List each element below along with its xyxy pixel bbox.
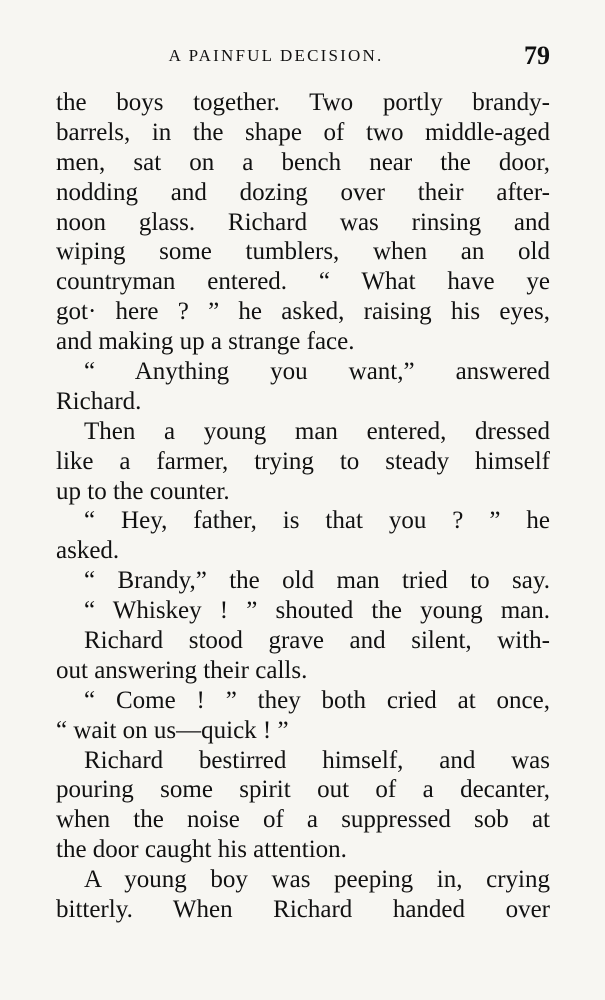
text-line: out answering their calls. (56, 656, 308, 684)
text-line: men, sat on a bench near the door, (56, 148, 550, 176)
text-line: Richard stood grave and silent, with- (84, 627, 550, 655)
text-line: bitterly. When Richard handed over (56, 896, 550, 924)
text-line: got· here ? ” he asked, raising his eyes, (56, 298, 550, 326)
text-line: the boys together. Two portly brandy- (56, 89, 550, 116)
text-line: and making up a strange face. (56, 328, 355, 356)
text-line: asked. (56, 537, 120, 565)
text-line: up to the counter. (56, 477, 230, 505)
body-text (56, 88, 550, 925)
text-line: when the noise of a suppressed sob at (56, 806, 550, 834)
text-line: barrels, in the shape of two middle-aged (56, 118, 550, 146)
text-line: Then a young man entered, dressed (84, 417, 550, 445)
text-line: A young boy was peeping in, crying (84, 866, 550, 894)
text-line: wiping some tumblers, when an old (56, 238, 550, 266)
text-line: “ Hey, father, is that you ? ” he (84, 507, 550, 535)
text-line: the door caught his attention. (56, 836, 347, 864)
text-line: like a farmer, trying to steady himself (56, 447, 550, 475)
text-line: countryman entered. “ What have ye (56, 268, 550, 296)
running-title: A PAINFUL DECISION. (168, 46, 384, 65)
text-line: “ Come ! ” they both cried at once, (84, 686, 550, 714)
text-line: “ Anything you want,” answered (84, 358, 550, 386)
text-line: “ wait on us—quick ! ” (56, 716, 289, 744)
text-line: “ Whiskey ! ” shouted the young man. (84, 597, 550, 625)
page-number: 79 (524, 41, 550, 70)
text-line: “ Brandy,” the old man tried to say. (84, 567, 550, 595)
page-header (56, 41, 550, 74)
text-line: Richard. (56, 387, 142, 415)
text-line: noon glass. Richard was rinsing and (56, 208, 550, 236)
text-line: pouring some spirit out of a decanter, (56, 776, 550, 804)
text-line: nodding and dozing over their after- (56, 178, 550, 206)
text-line: Richard bestirred himself, and was (84, 746, 550, 774)
